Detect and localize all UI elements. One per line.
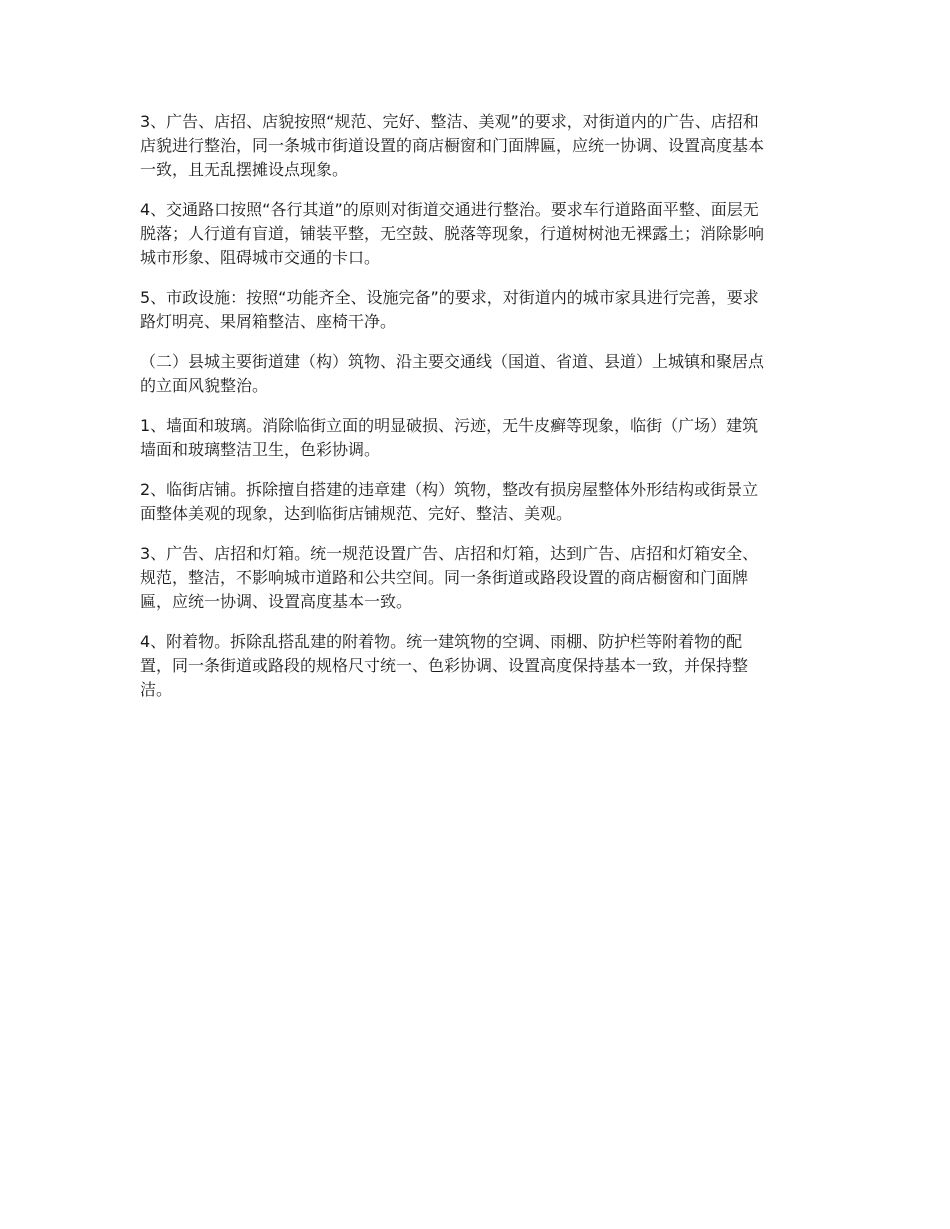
paragraph-4-attachments [140,630,812,702]
paragraph-3-ads-lightboxes [140,542,812,614]
paragraph-1-walls-glass [140,414,812,462]
text-line: 的立面风貌整治。 [140,376,269,395]
paragraph-3-ads-signs [140,110,812,182]
text-line: 4、交通路口按照“各行其道”的原则对街道交通进行整治。要求车行道路面平整、面层无 [140,200,759,219]
text-line: 置，同一条街道或路段的规格尺寸统一、色彩协调、设置高度保持基本一致，并保持整 [140,656,749,675]
text-line: 城市形象、阻碍城市交通的卡口。 [140,248,381,267]
section-heading-2 [140,350,812,398]
text-line: 2、临街店铺。拆除擅自搭建的违章建（构）筑物，整改有损房屋整体外形结构或街景立 [140,480,759,499]
paragraph-2-street-shops [140,478,812,526]
text-line: 洁。 [140,680,173,699]
text-line: 脱落；人行道有盲道，铺装平整，无空鼓、脱落等现象，行道树树池无裸露土；消除影响 [140,224,765,243]
text-line: 3、广告、店招、店貌按照“规范、完好、整洁、美观”的要求，对街道内的广告、店招和 [140,112,759,131]
text-line: 墙面和玻璃整洁卫生，色彩协调。 [140,440,381,459]
text-line: 店貌进行整治，同一条城市街道设置的商店橱窗和门面牌匾，应统一协调、设置高度基本 [140,136,765,155]
text-line: 面整体美观的现象，达到临街店铺规范、完好、整洁、美观。 [140,504,573,523]
text-line: 4、附着物。拆除乱搭乱建的附着物。统一建筑物的空调、雨棚、防护栏等附着物的配 [140,632,743,651]
document-body [140,110,812,718]
text-line: 匾，应统一协调、设置高度基本一致。 [140,592,413,611]
paragraph-5-municipal-facilities [140,286,812,334]
text-line: （二）县城主要街道建（构）筑物、沿主要交通线（国道、省道、县道）上城镇和聚居点 [140,352,765,371]
text-line: 一致，且无乱摆摊设点现象。 [140,160,349,179]
text-line: 3、广告、店招和灯箱。统一规范设置广告、店招和灯箱，达到广告、店招和灯箱安全、 [140,544,759,563]
text-line: 规范，整洁，不影响城市道路和公共空间。同一条街道或路段设置的商店橱窗和门面牌 [140,568,749,587]
text-line: 路灯明亮、果屑箱整洁、座椅干净。 [140,312,397,331]
text-line: 1、墙面和玻璃。消除临街立面的明显破损、污迹，无牛皮癣等现象，临街（广场）建筑 [140,416,759,435]
text-line: 5、市政设施：按照“功能齐全、设施完备”的要求，对街道内的城市家具进行完善，要求 [140,288,759,307]
paragraph-4-traffic-crossings [140,198,812,270]
